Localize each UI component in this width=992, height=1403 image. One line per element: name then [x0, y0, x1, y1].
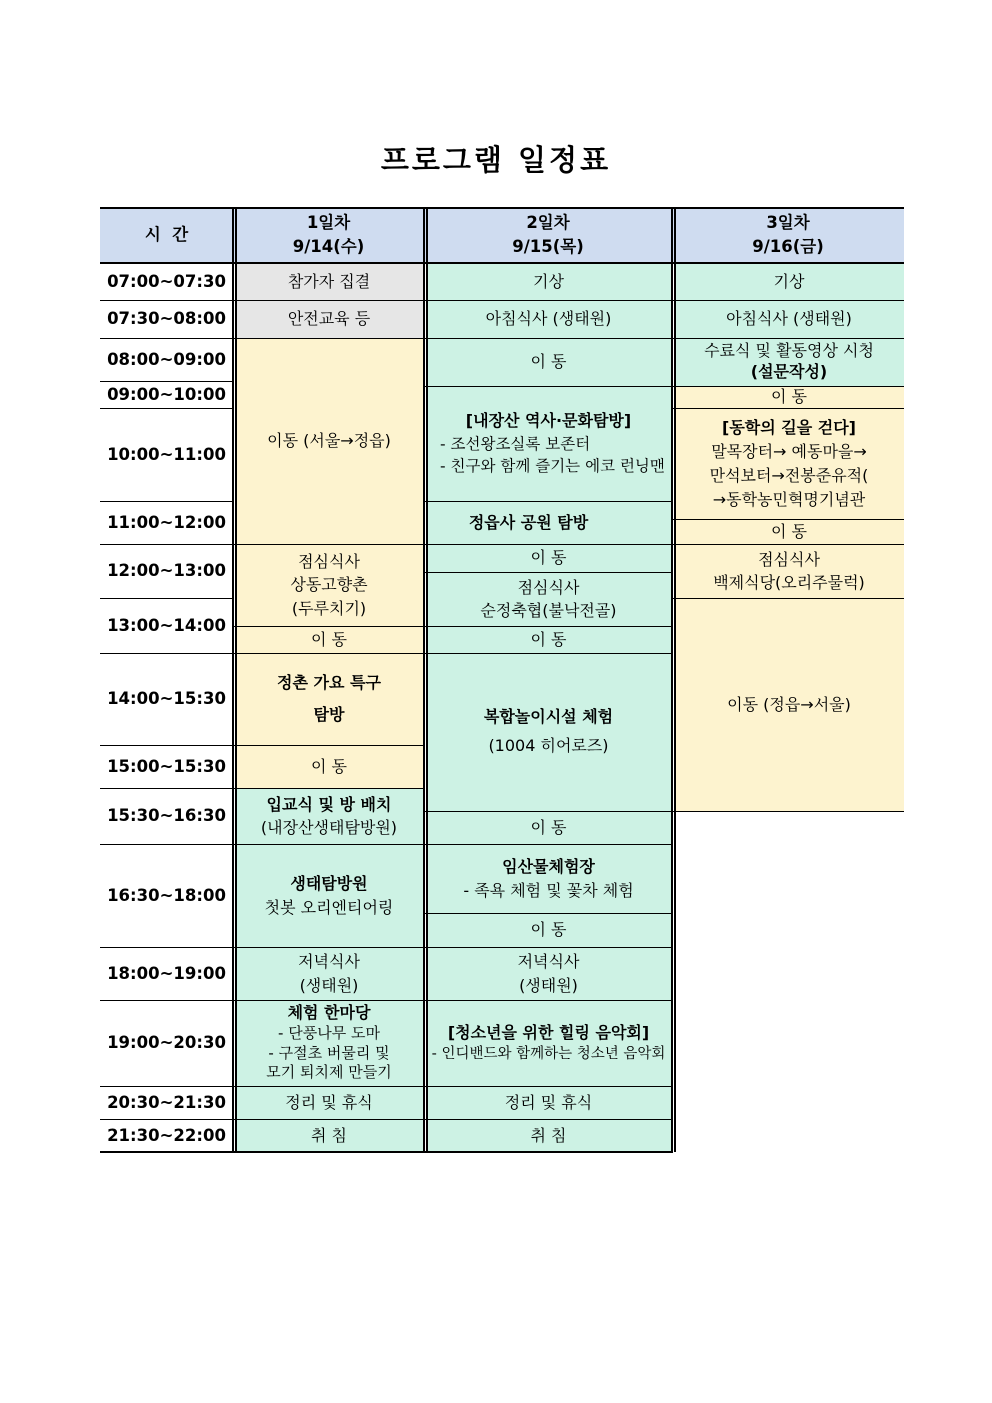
time-cell: 18:00~19:00 — [100, 947, 233, 1000]
day2-move2: 이 동 — [426, 544, 671, 572]
day3-closing-line: (설문작성) — [750, 362, 828, 381]
table-rule — [100, 207, 904, 209]
table-rule — [100, 1086, 233, 1087]
table-rule — [424, 947, 672, 948]
day2-play-title: 복합놀이시설 체험 — [483, 707, 614, 727]
table-rule — [100, 501, 233, 502]
day1-checkin-place: (내장산생태탐방원) — [260, 818, 398, 837]
day3-breakfast: 아침식사 (생태원) — [674, 300, 904, 338]
table-rule — [672, 300, 904, 301]
table-rule — [100, 788, 233, 789]
header-day2 — [424, 207, 672, 262]
table-rule — [233, 653, 424, 654]
day2-dinner-line: 저녁식사 — [517, 952, 580, 972]
table-rule — [233, 338, 424, 339]
time-cell: 07:00~07:30 — [100, 263, 233, 300]
day1-lunch-line: (두루치기) — [291, 598, 367, 618]
day1-gather: 참가자 집결 — [235, 263, 423, 300]
day1-safety: 안전교육 등 — [235, 300, 423, 338]
table-rule — [424, 626, 672, 627]
table-rule — [424, 1086, 672, 1087]
day3-walk-title: [동학의 길을 걷다] — [722, 417, 856, 437]
table-rule — [671, 207, 673, 1152]
day3-walk — [674, 408, 904, 519]
day2-rest: 정리 및 휴식 — [426, 1086, 671, 1119]
table-rule — [233, 300, 424, 301]
table-rule — [233, 544, 424, 545]
day2-move1: 이 동 — [426, 338, 671, 386]
table-rule — [100, 653, 233, 654]
header-day3-date: 9/16(금) — [752, 236, 824, 256]
day2-concert-title: [청소년을 위한 힐링 음악회] — [447, 1022, 650, 1042]
day1-lunch — [235, 544, 423, 626]
day3-move2: 이 동 — [674, 519, 904, 544]
table-rule — [424, 844, 672, 845]
day2-breakfast: 아침식사 (생태원) — [426, 300, 671, 338]
table-rule — [100, 544, 233, 545]
table-rule — [424, 811, 672, 812]
time-cell: 14:00~15:30 — [100, 653, 233, 745]
header-time — [100, 207, 233, 262]
day1-checkin-title: 입교식 및 방 배치 — [266, 794, 392, 814]
header-time-label: 시 간 — [144, 224, 189, 244]
day1-dinner-line: (생태원) — [299, 975, 359, 995]
schedule-table — [100, 207, 904, 1153]
time-cell: 15:30~16:30 — [100, 788, 233, 844]
header-day1 — [233, 207, 424, 262]
day1-dinner — [235, 947, 423, 1000]
day1-eco-title: 생태탐방원 — [290, 874, 368, 894]
day3-closing-line: 수료식 및 활동영상 시청 — [704, 341, 874, 361]
table-rule — [423, 207, 425, 1152]
day1-eco-item: 첫봇 오리엔티어링 — [264, 897, 394, 917]
table-rule — [672, 519, 904, 520]
header-day3-day: 3일차 — [766, 213, 810, 233]
table-rule — [233, 844, 424, 845]
table-rule — [426, 207, 428, 1152]
day1-experience-item: - 구절초 버물리 및 — [268, 1043, 390, 1062]
day1-sleep: 취 침 — [235, 1119, 423, 1152]
table-rule — [424, 653, 672, 654]
table-rule — [235, 207, 237, 1152]
table-rule — [100, 844, 233, 845]
day3-lunch-line: 점심식사 — [758, 549, 820, 569]
table-rule — [233, 1086, 424, 1087]
time-cell: 13:00~14:00 — [100, 598, 233, 653]
day1-checkin — [235, 788, 423, 844]
time-cell: 15:00~15:30 — [100, 745, 233, 788]
day2-forest-item: - 족욕 체험 및 꽃차 체험 — [463, 880, 634, 900]
table-rule — [672, 408, 904, 409]
day3-walk-line: 만석보터→전봉준유적( — [709, 465, 869, 485]
day1-song-line: 정촌 가요 특구 — [277, 673, 381, 692]
day2-tour-title: [내장산 역사·문화탐방] — [465, 411, 632, 431]
day1-eco — [235, 844, 423, 947]
table-rule — [100, 1151, 673, 1153]
day1-song — [235, 653, 423, 745]
table-rule — [424, 501, 672, 502]
table-rule — [424, 300, 672, 301]
table-rule — [674, 207, 676, 1152]
day1-move1: 이 동 — [235, 626, 423, 653]
day2-tour — [426, 386, 671, 501]
time-cell: 12:00~13:00 — [100, 544, 233, 598]
day1-rest: 정리 및 휴식 — [235, 1086, 423, 1119]
table-rule — [233, 626, 424, 627]
day1-move-seoul: 이동 (서울→정읍) — [235, 338, 423, 544]
day2-tour-item: - 조선왕조실록 보존터 — [440, 434, 591, 453]
day2-wake: 기상 — [426, 263, 671, 300]
table-rule — [100, 338, 233, 339]
page-title: 프로그램 일정표 — [380, 143, 612, 177]
table-rule — [100, 1000, 233, 1001]
table-rule — [672, 544, 904, 545]
day3-wake: 기상 — [674, 263, 904, 300]
table-rule — [100, 1119, 233, 1120]
time-cell: 10:00~11:00 — [100, 408, 233, 501]
table-rule — [100, 381, 233, 382]
day3-lunch-line: 백제식당(오리주물럭) — [713, 573, 865, 592]
table-rule — [672, 338, 904, 339]
day1-experience-title: 체험 한마당 — [287, 1003, 371, 1023]
table-rule — [424, 1000, 672, 1001]
table-rule — [233, 745, 424, 746]
day2-move4: 이 동 — [426, 811, 671, 844]
table-rule — [233, 1000, 424, 1001]
day1-experience-item: - 단풍나무 도마 — [278, 1024, 380, 1043]
table-rule — [232, 207, 234, 1152]
header-day3 — [672, 207, 904, 262]
header-day1-date: 9/14(수) — [292, 236, 365, 256]
time-cell: 08:00~09:00 — [100, 338, 233, 381]
day3-move1: 이 동 — [674, 386, 904, 408]
day2-dinner — [426, 947, 671, 1000]
time-cell: 20:30~21:30 — [100, 1086, 233, 1119]
day2-lunch-line: 순정축협(불낙전골) — [480, 601, 617, 620]
day2-park: 정읍사 공원 탐방 — [426, 501, 671, 544]
header-day2-date: 9/15(목) — [512, 236, 584, 256]
day1-lunch-line: 상동고향촌 — [290, 575, 368, 595]
table-rule — [100, 408, 233, 409]
day3-walk-line: 말목장터→ 예동마을→ — [711, 441, 867, 461]
day3-closing — [674, 338, 904, 386]
day2-dinner-line: (생태원) — [519, 975, 578, 995]
day2-lunch-line: 점심식사 — [517, 577, 580, 597]
table-rule — [233, 788, 424, 789]
day1-song-line: 탐방 — [313, 705, 345, 724]
day1-dinner-line: 저녁식사 — [298, 952, 360, 972]
header-day2-day: 2일차 — [526, 213, 570, 233]
table-rule — [424, 1119, 672, 1120]
table-rule — [100, 262, 904, 264]
day3-walk-line: →동학농민혁명기념관 — [712, 489, 866, 509]
time-cell: 16:30~18:00 — [100, 844, 233, 947]
day2-concert — [426, 1000, 671, 1086]
day2-forest — [426, 844, 671, 913]
day3-move-home: 이동 (정읍→서울) — [674, 598, 904, 811]
day2-move5: 이 동 — [426, 913, 671, 947]
day1-experience-item: 모기 퇴치제 만들기 — [266, 1063, 392, 1082]
table-rule — [100, 598, 233, 599]
day2-play — [426, 653, 671, 811]
table-rule — [424, 572, 672, 573]
day1-move2: 이 동 — [235, 745, 423, 788]
time-cell: 07:30~08:00 — [100, 300, 233, 338]
day1-lunch-line: 점심식사 — [298, 552, 360, 572]
table-rule — [424, 913, 672, 914]
table-rule — [424, 338, 672, 339]
header-day1-day: 1일차 — [306, 213, 351, 233]
day2-concert-item: - 인디밴드와 함께하는 청소년 음악회 — [431, 1046, 666, 1063]
day1-experience — [235, 1000, 423, 1086]
table-rule — [100, 300, 233, 301]
day2-lunch — [426, 572, 671, 626]
time-cell: 21:30~22:00 — [100, 1119, 233, 1152]
table-rule — [100, 947, 233, 948]
time-cell: 19:00~20:30 — [100, 1000, 233, 1086]
table-rule — [672, 811, 904, 812]
day2-sleep: 취 침 — [426, 1119, 671, 1152]
table-rule — [672, 386, 904, 387]
day3-lunch — [674, 544, 904, 598]
time-cell: 11:00~12:00 — [100, 501, 233, 544]
table-rule — [424, 386, 672, 387]
day2-play-place: (1004 히어로즈) — [488, 736, 609, 755]
day2-tour-item: - 친구와 함께 즐기는 에코 런닝맨 — [440, 457, 665, 476]
table-rule — [100, 745, 233, 746]
day2-move3: 이 동 — [426, 626, 671, 653]
table-rule — [672, 598, 904, 599]
table-rule — [233, 1119, 424, 1120]
table-rule — [233, 947, 424, 948]
time-cell: 09:00~10:00 — [100, 381, 233, 408]
table-rule — [424, 544, 672, 545]
day2-forest-title: 임산물체험장 — [502, 857, 595, 877]
